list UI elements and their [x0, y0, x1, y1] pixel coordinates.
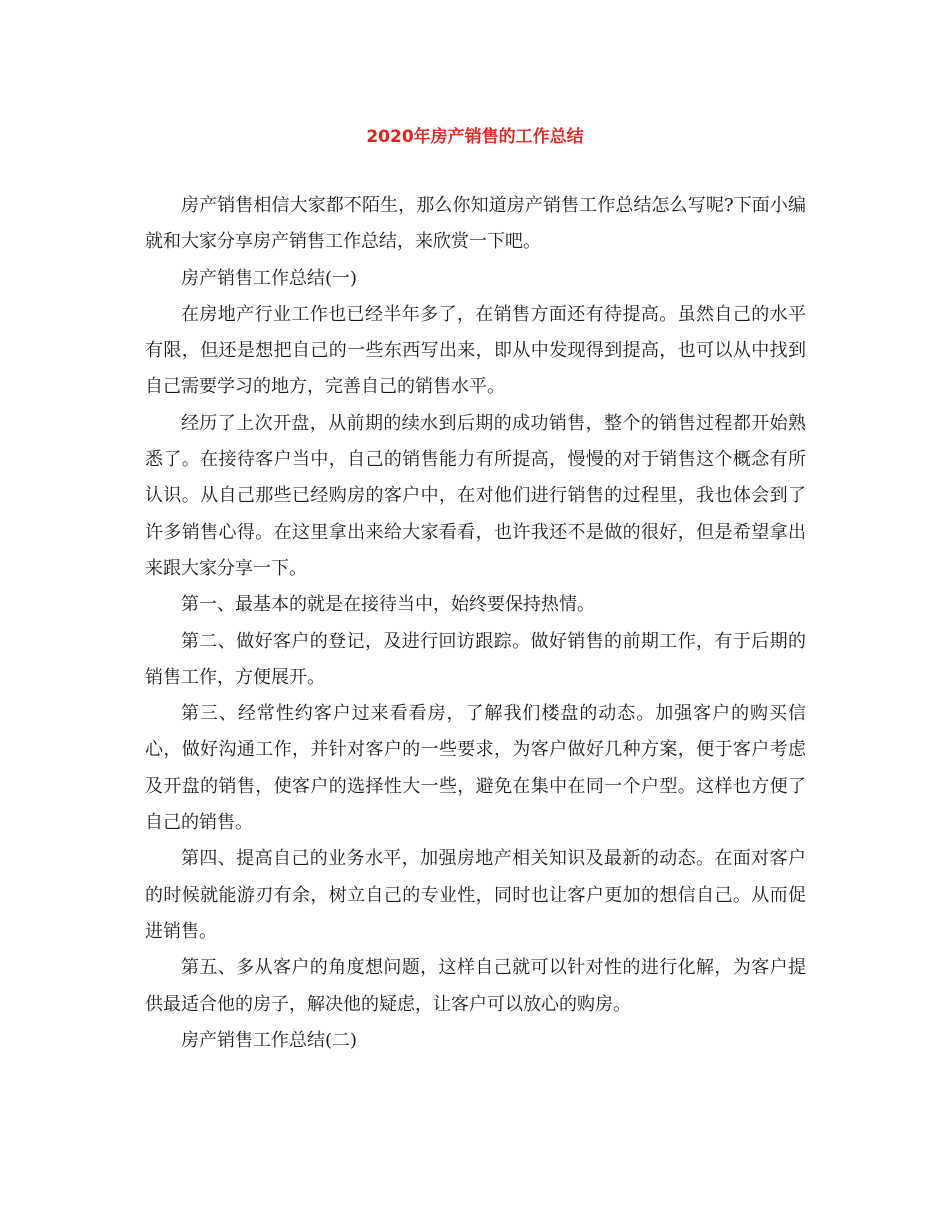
list-item-point-5: 第五、多从客户的角度想问题，这样自己就可以针对性的进行化解，为客户提供最适合他的房子，解决他的疑虑，让客户可以放心的购房。: [145, 957, 806, 1015]
body-paragraph: 在房地产行业工作也已经半年多了，在销售方面还有待提高。虽然自己的水平有限，但还是想把自己的一些东西写出来，即从中发现得到提高，也可以从中找到自己需要学习的地方，完善自己的销售水平。: [145, 303, 806, 398]
document-body: [145, 188, 806, 1059]
document-title: 2020年房产销售的工作总结: [366, 127, 584, 147]
list-item-point-4: 第四、提高自己的业务水平，加强房地产相关知识及最新的动态。在面对客户的时候就能游刃有余，树立自己的专业性，同时也让客户更加的想信自己。从而促进销售。: [145, 848, 806, 942]
list-item-point-2: 第二、做好客户的登记，及进行回访跟踪。做好销售的前期工作，有于后期的销售工作，方便展开。: [145, 630, 806, 688]
body-paragraph: 经历了上次开盘，从前期的续水到后期的成功销售，整个的销售过程都开始熟悉了。在接待客户当中，自己的销售能力有所提高，慢慢的对于销售这个概念有所认识。从自己那些已经购房的客户中，在对他们进行销售的过程里，我也体会到了许多销售心得。在这里拿出来给大家看看，也许我还不是做的很好，但是希望拿出来跟大家分享一下。: [145, 412, 806, 579]
list-item-point-1: 第一、最基本的就是在接待当中，始终要保持热情。: [181, 594, 595, 616]
section-heading-1: 房产销售工作总结(一): [181, 267, 358, 289]
section-heading-2: 房产销售工作总结(二): [181, 1029, 358, 1051]
list-item-point-3: 第三、经常性约客户过来看看房，了解我们楼盘的动态。加强客户的购买信心，做好沟通工作，并针对客户的一些要求，为客户做好几种方案，便于客户考虑及开盘的销售，使客户的选择性大一些，避免在集中在同一个户型。这样也方便了自己的销售。: [145, 703, 806, 834]
intro-paragraph: 房产销售相信大家都不陌生，那么你知道房产销售工作总结怎么写呢?下面小编就和大家分享房产销售工作总结，来欣赏一下吧。: [145, 195, 806, 253]
